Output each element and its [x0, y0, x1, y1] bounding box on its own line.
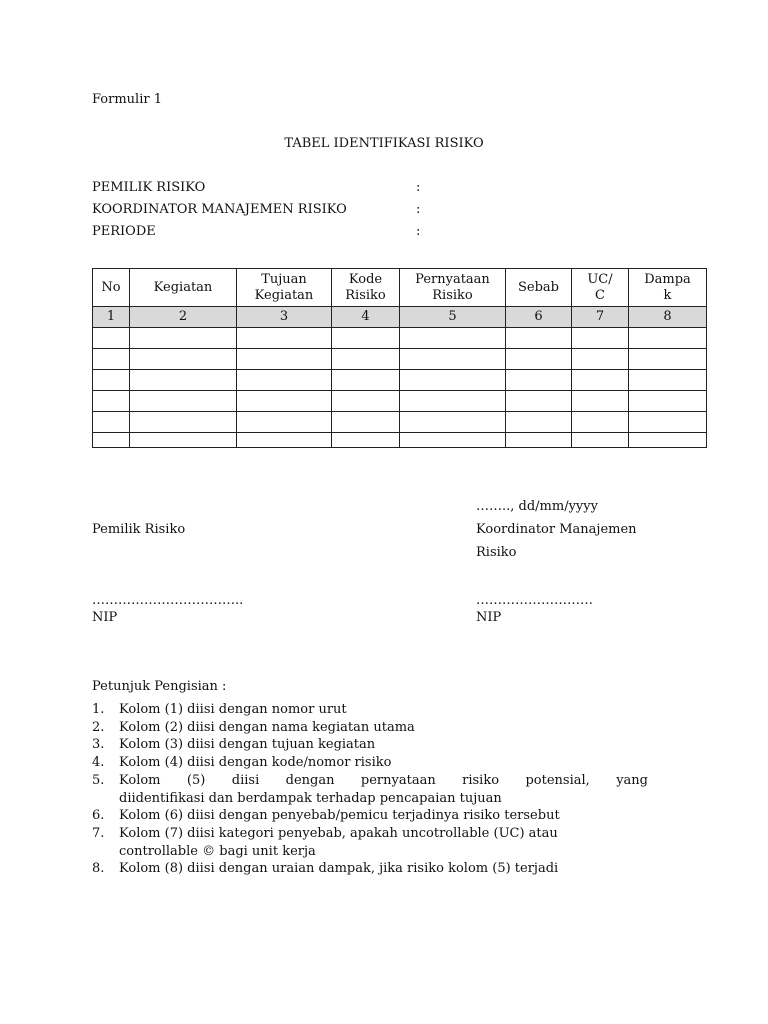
table-cell	[572, 391, 629, 412]
meta-label-coordinator: KOORDINATOR MANAJEMEN RISIKO	[92, 202, 347, 217]
column-number-row	[93, 307, 707, 328]
table-cell	[629, 328, 707, 349]
header-pernyataan-risiko: Pernyataan Risiko	[400, 269, 506, 307]
header-uc-c: UC/ C	[572, 269, 629, 307]
table-cell	[237, 433, 332, 448]
table-cell	[130, 328, 237, 349]
table-cell	[130, 370, 237, 391]
table-cell	[506, 391, 572, 412]
owner-nip-label: NIP	[92, 610, 118, 625]
list-item-number: 3.	[92, 737, 105, 753]
column-number: 5	[400, 307, 506, 328]
table-cell	[572, 412, 629, 433]
table-cell	[130, 433, 237, 448]
table-cell	[332, 433, 400, 448]
table-row	[93, 370, 707, 391]
table-row	[93, 391, 707, 412]
meta-colon: :	[416, 224, 421, 239]
list-item-text-cont: controllable © bagi unit kerja	[119, 843, 316, 859]
table-cell	[93, 349, 130, 370]
column-number: 7	[572, 307, 629, 328]
table-cell	[400, 349, 506, 370]
table-cell	[506, 349, 572, 370]
table-cell	[93, 412, 130, 433]
header-kegiatan: Kegiatan	[130, 269, 237, 307]
table-cell	[332, 370, 400, 391]
header-sebab: Sebab	[506, 269, 572, 307]
table-cell	[506, 370, 572, 391]
coordinator-signature-line: ………………………	[476, 593, 593, 608]
table-cell	[237, 328, 332, 349]
table-cell	[237, 349, 332, 370]
table-cell	[629, 433, 707, 448]
header-dampak: Dampa k	[629, 269, 707, 307]
list-item	[92, 701, 648, 719]
table-cell	[237, 412, 332, 433]
page-title: TABEL IDENTIFIKASI RISIKO	[284, 136, 484, 151]
table-cell	[572, 328, 629, 349]
instructions-title: Petunjuk Pengisian :	[92, 679, 227, 694]
list-item-text: Kolom (7) diisi kategori penyebab, apakah uncotrollable (UC) atau	[119, 825, 558, 841]
table-cell	[400, 328, 506, 349]
table-cell	[572, 370, 629, 391]
table-cell	[332, 328, 400, 349]
list-item	[92, 736, 648, 754]
table-row	[93, 328, 707, 349]
table-cell	[629, 391, 707, 412]
risk-coordinator-label-cont: Risiko	[476, 545, 517, 560]
column-number: 1	[93, 307, 130, 328]
table-cell	[572, 433, 629, 448]
table-cell	[332, 349, 400, 370]
table-row	[93, 349, 707, 370]
table-header-row	[93, 269, 707, 307]
table-cell	[400, 433, 506, 448]
list-item-number: 1.	[92, 702, 105, 717]
risk-coordinator-label: Koordinator Manajemen	[476, 522, 637, 537]
table-cell	[506, 433, 572, 448]
table-row	[93, 433, 707, 448]
table-cell	[332, 412, 400, 433]
header-tujuan-kegiatan: Tujuan Kegiatan	[237, 269, 332, 307]
table-cell	[130, 349, 237, 370]
list-item-text: Kolom (3) diisi dengan tujuan kegiatan	[119, 737, 376, 753]
owner-signature-line: ……………………………..	[92, 593, 244, 608]
table-cell	[93, 328, 130, 349]
column-number: 8	[629, 307, 707, 328]
list-item-text: Kolom (5) diisi dengan pernyataan risiko potensial, yang	[119, 772, 648, 788]
list-item-number: 7.	[92, 825, 105, 841]
instructions-list	[92, 701, 648, 878]
table-cell	[130, 412, 237, 433]
meta-colon: :	[416, 180, 421, 195]
column-number: 2	[130, 307, 237, 328]
table-cell	[400, 370, 506, 391]
meta-label-owner: PEMILIK RISIKO	[92, 180, 206, 195]
signature-date: …….., dd/mm/yyyy	[476, 499, 598, 514]
table-cell	[629, 349, 707, 370]
table-row	[93, 412, 707, 433]
table-cell	[93, 433, 130, 448]
risk-table	[92, 268, 707, 448]
list-item-text: Kolom (8) diisi dengan uraian dampak, jika risiko kolom (5) terjadi	[119, 861, 559, 877]
column-number: 3	[237, 307, 332, 328]
list-item	[92, 719, 648, 737]
list-item-text: Kolom (6) diisi dengan penyebab/pemicu terjadinya risiko tersebut	[119, 808, 560, 824]
list-item	[92, 772, 648, 807]
list-item-text: Kolom (2) diisi dengan nama kegiatan utama	[119, 719, 415, 735]
table-cell	[572, 349, 629, 370]
list-item-text-cont: diidentifikasi dan berdampak terhadap pencapaian tujuan	[119, 790, 502, 806]
list-item-number: 4.	[92, 755, 105, 771]
table-cell	[506, 412, 572, 433]
column-number: 6	[506, 307, 572, 328]
list-item-number: 2.	[92, 719, 105, 735]
list-item	[92, 825, 648, 860]
list-item-number: 5.	[92, 772, 105, 788]
risk-owner-label: Pemilik Risiko	[92, 522, 186, 537]
column-number: 4	[332, 307, 400, 328]
table-cell	[400, 412, 506, 433]
table-cell	[332, 391, 400, 412]
header-no: No	[93, 269, 130, 307]
table-cell	[506, 328, 572, 349]
list-item	[92, 860, 648, 878]
table-cell	[400, 391, 506, 412]
list-item	[92, 807, 648, 825]
list-item-text: Kolom (4) diisi dengan kode/nomor risiko	[119, 755, 392, 771]
list-item	[92, 754, 648, 772]
table-cell	[629, 412, 707, 433]
meta-label-period: PERIODE	[92, 224, 156, 239]
table-cell	[93, 370, 130, 391]
header-kode-risiko: Kode Risiko	[332, 269, 400, 307]
table-cell	[93, 391, 130, 412]
table-cell	[130, 391, 237, 412]
list-item-number: 6.	[92, 808, 105, 824]
table-cell	[237, 391, 332, 412]
table-cell	[629, 370, 707, 391]
coordinator-nip-label: NIP	[476, 610, 502, 625]
table-cell	[237, 370, 332, 391]
list-item-number: 8.	[92, 861, 105, 877]
form-label: Formulir 1	[92, 92, 162, 107]
list-item-text: Kolom (1) diisi dengan nomor urut	[119, 702, 347, 717]
meta-colon: :	[416, 202, 421, 217]
